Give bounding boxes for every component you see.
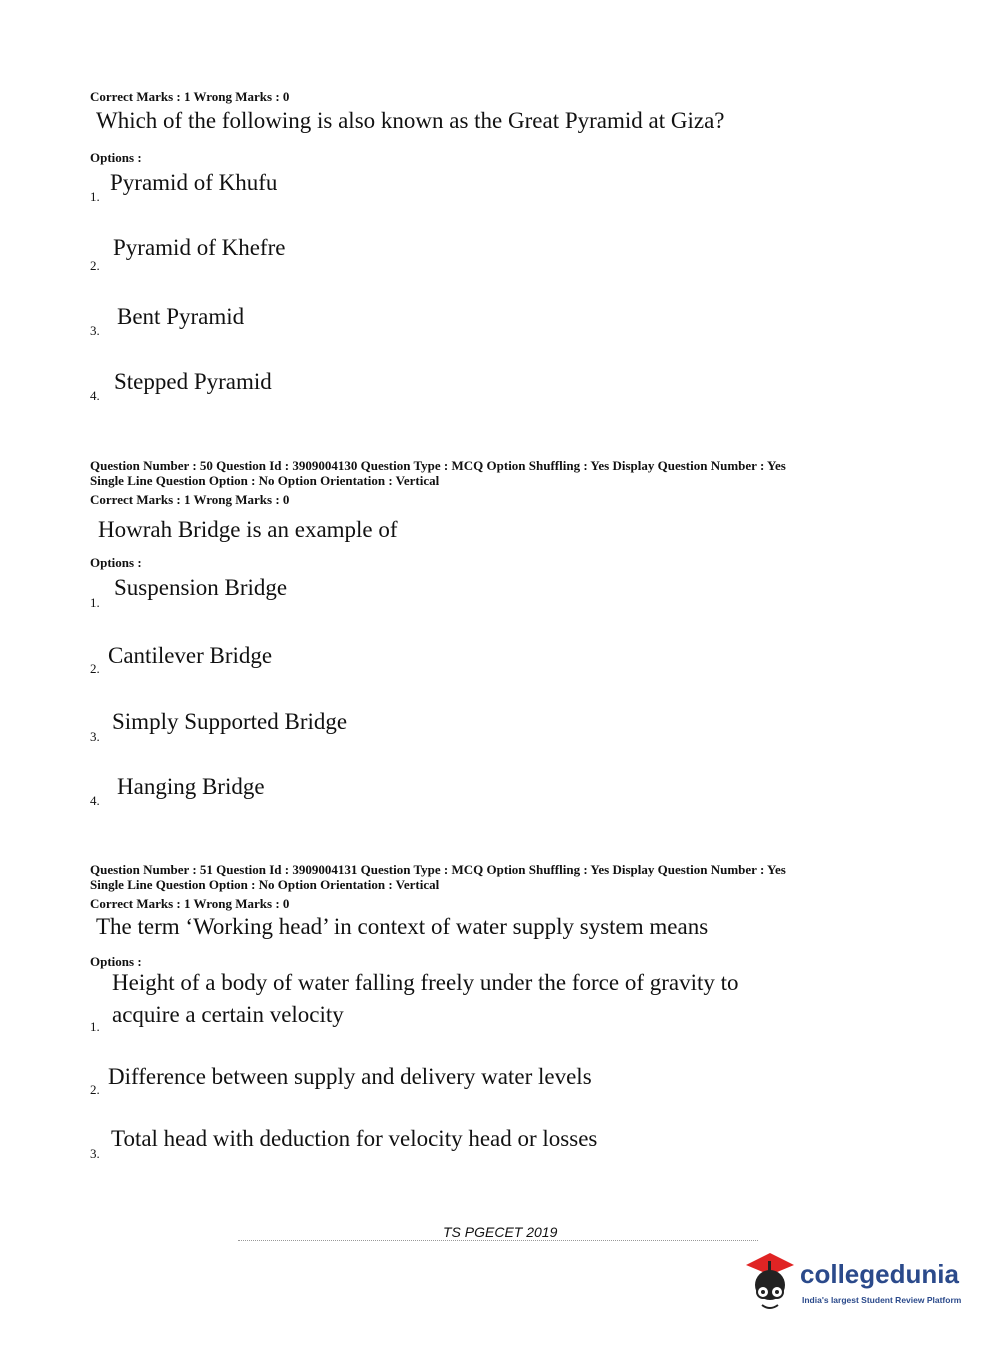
q49-option-3: Bent Pyramid: [117, 304, 245, 329]
q49-options-label: Options :: [90, 150, 142, 165]
q50-option-1: Suspension Bridge: [114, 575, 288, 600]
q51-question-text: The term ‘Working head’ in context of water supply system means: [96, 914, 709, 939]
exam-footer: TS PGECET 2019: [443, 1224, 558, 1240]
q49-option-4-number: 4.: [90, 388, 100, 403]
q50-meta-line-1: Question Number : 50 Question Id : 3909004130 Question Type : MCQ Option Shuffling : Yes Display Question Number : Yes: [90, 458, 786, 473]
q51-option-3-number: 3.: [90, 1146, 100, 1161]
q50-question-text: Howrah Bridge is an example of: [98, 517, 398, 542]
q49-option-1: Pyramid of Khufu: [110, 170, 278, 195]
collegedunia-logo: [740, 1245, 970, 1315]
q51-option-1-line-1: Height of a body of water falling freely under the force of gravity to: [112, 970, 739, 995]
q49-option-2-number: 2.: [90, 258, 100, 273]
q51-meta-line-1: Question Number : 51 Question Id : 3909004131 Question Type : MCQ Option Shuffling : Yes Display Question Number : Yes: [90, 862, 786, 877]
q51-option-3: Total head with deduction for velocity head or losses: [111, 1126, 598, 1151]
q51-option-1-number: 1.: [90, 1019, 100, 1034]
q51-marks: Correct Marks : 1 Wrong Marks : 0: [90, 896, 290, 911]
q49-option-4: Stepped Pyramid: [114, 369, 272, 394]
q51-option-1-line-2: acquire a certain velocity: [112, 1002, 344, 1027]
mascot-icon: [740, 1245, 798, 1315]
q49-option-2: Pyramid of Khefre: [113, 235, 286, 260]
q49-question-text: Which of the following is also known as the Great Pyramid at Giza?: [96, 108, 725, 133]
q50-meta-line-2: Single Line Question Option : No Option Orientation : Vertical: [90, 473, 440, 488]
brand-name: collegedunia: [800, 1259, 959, 1289]
brand-tagline: India's largest Student Review Platform: [802, 1295, 962, 1305]
q49-option-3-number: 3.: [90, 323, 100, 338]
q50-option-3: Simply Supported Bridge: [112, 709, 348, 734]
q50-option-2-number: 2.: [90, 661, 100, 676]
q51-option-2: Difference between supply and delivery water levels: [108, 1064, 592, 1089]
q51-option-2-number: 2.: [90, 1082, 100, 1097]
q50-option-2: Cantilever Bridge: [108, 643, 273, 668]
q49-marks: Correct Marks : 1 Wrong Marks : 0: [90, 89, 290, 104]
q51-meta-line-2: Single Line Question Option : No Option Orientation : Vertical: [90, 877, 440, 892]
q50-marks: Correct Marks : 1 Wrong Marks : 0: [90, 492, 290, 507]
q50-option-4-number: 4.: [90, 793, 100, 808]
q49-option-1-number: 1.: [90, 189, 100, 204]
footer-divider: [238, 1240, 758, 1245]
q50-option-1-number: 1.: [90, 595, 100, 610]
q50-option-4: Hanging Bridge: [117, 774, 265, 799]
q50-option-3-number: 3.: [90, 729, 100, 744]
q50-options-label: Options :: [90, 555, 142, 570]
q51-options-label: Options :: [90, 954, 142, 969]
